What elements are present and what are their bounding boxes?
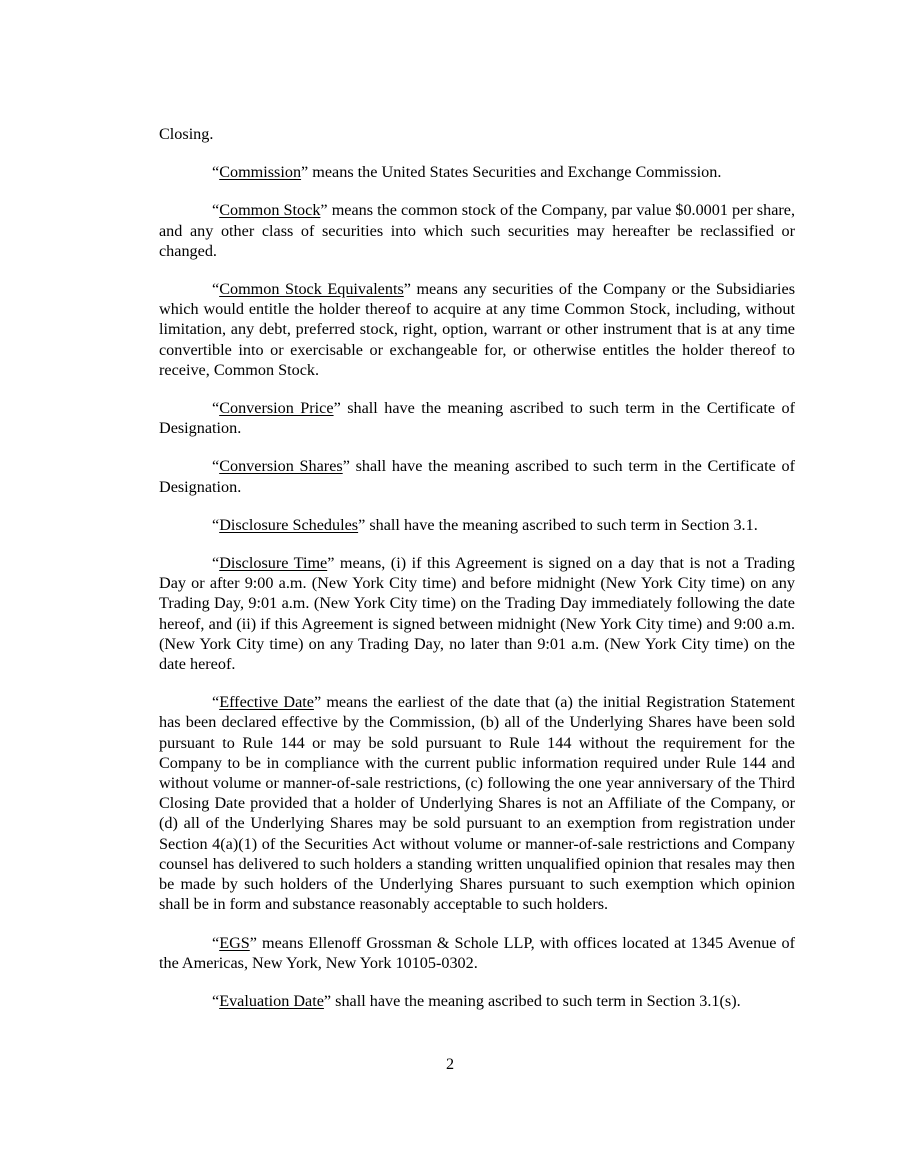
definition-text: ” shall have the meaning ascribed to such term in the Certificate of Designation.	[159, 457, 795, 496]
open-quote: “	[212, 991, 220, 1010]
defined-term-common-stock-equivalents: Common Stock Equivalents	[219, 280, 404, 299]
document-page	[159, 124, 795, 1029]
definition-commission	[159, 162, 795, 182]
page-number: 2	[445, 1055, 455, 1073]
definition-common-stock-equivalents	[159, 279, 795, 380]
definition-disclosure-schedules	[159, 515, 795, 535]
open-quote: “	[212, 554, 220, 573]
defined-term-conversion-price: Conversion Price	[219, 399, 334, 418]
definition-conversion-price	[159, 398, 795, 438]
open-quote: “	[212, 693, 220, 712]
open-quote: “	[212, 280, 220, 299]
definition-text: ” means Ellenoff Grossman & Schole LLP, with offices located at 1345 Avenue of the Americas, New York, New York 10105-0302.	[159, 933, 795, 972]
closing-fragment	[159, 124, 795, 144]
defined-term-disclosure-schedules: Disclosure Schedules	[219, 515, 359, 534]
defined-term-evaluation-date: Evaluation Date	[219, 991, 324, 1010]
definition-text: ” shall have the meaning ascribed to such term in Section 3.1(s).	[323, 991, 741, 1010]
defined-term-conversion-shares: Conversion Shares	[219, 457, 343, 476]
defined-term-disclosure-time: Disclosure Time	[219, 554, 328, 573]
open-quote: “	[212, 933, 220, 952]
closing-fragment-text: Closing.	[159, 125, 214, 143]
definition-disclosure-time	[159, 553, 795, 674]
open-quote: “	[212, 163, 220, 182]
open-quote: “	[212, 399, 220, 418]
defined-term-commission: Commission	[219, 163, 302, 182]
open-quote: “	[212, 515, 220, 534]
definition-text: ” shall have the meaning ascribed to such term in Section 3.1.	[358, 515, 758, 534]
definition-effective-date	[159, 692, 795, 914]
defined-term-common-stock: Common Stock	[219, 201, 321, 220]
definition-common-stock	[159, 200, 795, 261]
defined-term-effective-date: Effective Date	[219, 693, 314, 712]
definition-evaluation-date	[159, 991, 795, 1011]
open-quote: “	[212, 457, 220, 476]
definition-text: ” means the earliest of the date that (a) the initial Registration Statement has been declared effective by the Commission, (b) all of the Underlying Shares have been sold pursuant to Rule 144 or may be sold pursuant to Rule 144 without the requirement for the Company to be in compliance with the current public information required under Rule 144 and without volume or manner-of-sale restrictions, (c) following the one year anniversary of the Third Closing Date provided that a holder of Underlying Shares is not an Affiliate of the Company, or (d) all of the Underlying Shares may be sold pursuant to an exemption from registration under Section 4(a)(1) of the Securities Act without volume or manner-of-sale restrictions and Company counsel has delivered to such holders a standing written unqualified opinion that resales may then be made by such holders of the Underlying Shares pursuant to such exemption which opinion shall be in form and substance reasonably acceptable to such holders.	[159, 693, 796, 914]
defined-term-egs: EGS	[219, 933, 250, 952]
open-quote: “	[212, 201, 220, 220]
definition-text: ” means, (i) if this Agreement is signed on a day that is not a Trading Day or after 9:00 a.m. (New York City time) and before midnight (New York City time) on any Trading Day, 9:01 a.m. (New York City time) on the Trading Day immediately following the date hereof, and (ii) if this Agreement is signed between midnight (New York City time) and 9:00 a.m. (New York City time) on any Trading Day, no later than 9:01 a.m. (New York City time) on the date hereof.	[159, 554, 795, 674]
definition-conversion-shares	[159, 456, 795, 496]
definition-egs	[159, 933, 795, 973]
definition-text: ” means the United States Securities and Exchange Commission.	[301, 163, 722, 182]
definition-text: ” shall have the meaning ascribed to such term in the Certificate of Designation.	[159, 399, 795, 438]
definition-text: ” means the common stock of the Company, par value $0.0001 per share, and any other class of securities into which such securities may hereafter be reclassified or changed.	[159, 201, 795, 260]
definition-text: ” means any securities of the Company or the Subsidiaries which would entitle the holder thereof to acquire at any time Common Stock, including, without limitation, any debt, preferred stock, right, option, warrant or other instrument that is at any time convertible into or exercisable or exchangeable for, or otherwise entitles the holder thereof to receive, Common Stock.	[159, 280, 795, 379]
